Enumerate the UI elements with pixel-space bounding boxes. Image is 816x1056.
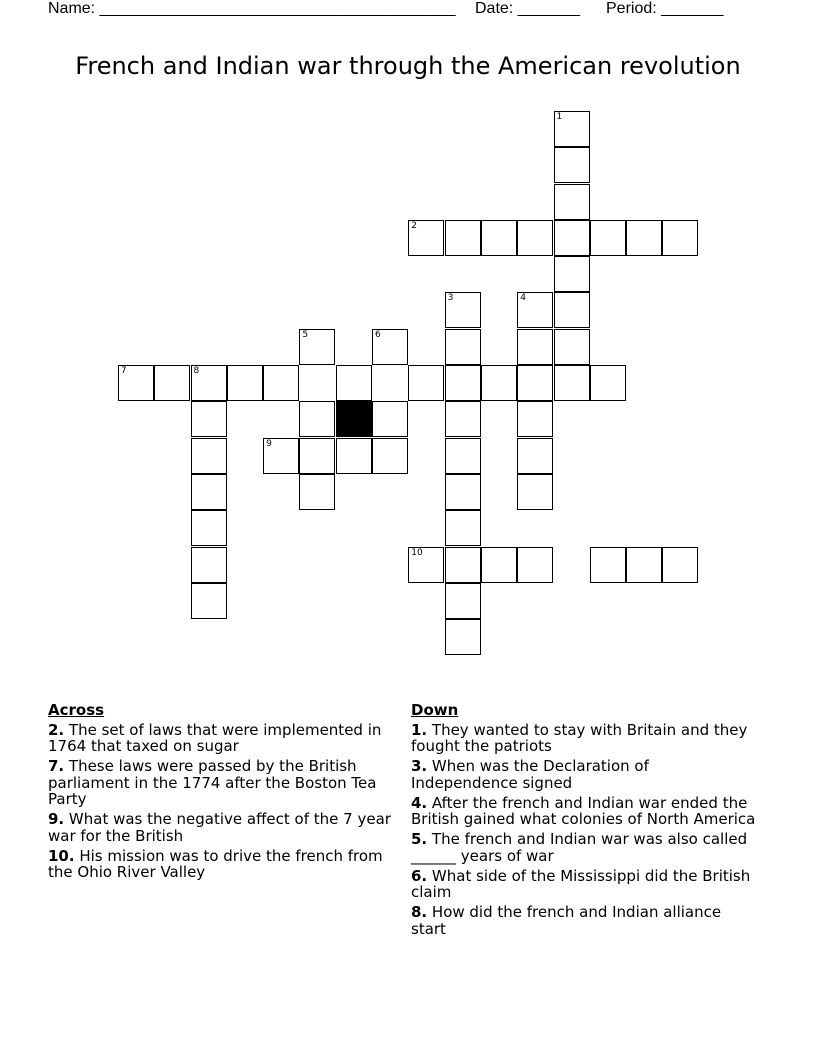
date-field: Date: _______ [475,0,580,17]
name-field: Name: ________________________________________ [48,0,456,17]
clue-text: After the french and Indian war ended the British gained what colonies of North America [411,793,756,828]
grid-cell[interactable] [626,220,662,256]
clue-text: They wanted to stay with Britain and they fought the patriots [411,720,748,755]
clue-number: 7 [120,366,127,376]
grid-cell[interactable] [554,292,590,328]
clue-number: 8 [193,366,200,376]
grid-cell[interactable] [154,365,190,401]
grid-cell[interactable] [554,329,590,365]
period-field: Period: _______ [606,0,724,17]
clue-text: His mission was to drive the french from the Ohio River Valley [48,846,383,881]
clue-number-label: 4. [411,793,428,812]
grid-cell[interactable] [445,619,481,655]
grid-cell[interactable] [299,438,335,474]
clue-number: 2 [411,220,418,231]
grid-cell[interactable] [372,329,408,365]
clue-number: 3 [447,293,454,304]
clue-item [48,811,393,844]
grid-cell[interactable] [445,547,481,583]
grid-cell[interactable] [299,401,335,437]
clue-number-label: 3. [411,757,428,775]
grid-cell[interactable] [372,401,408,437]
grid-cell[interactable] [191,474,227,510]
clue-number: 6 [375,329,381,340]
grid-cell[interactable] [554,111,590,147]
clue-item [411,758,756,791]
grid-cell[interactable] [554,184,590,220]
grid-cell[interactable] [590,365,626,401]
grid-cell[interactable] [299,329,335,365]
grid-cell[interactable] [626,547,662,583]
grid-cell[interactable] [445,401,481,437]
clue-number-label: 5. [411,830,428,848]
grid-cell[interactable] [445,329,481,365]
grid-cell[interactable] [517,220,553,256]
grid-cell[interactable] [590,547,626,583]
grid-cell[interactable] [554,220,590,256]
clue-item [411,831,756,864]
clue-item [48,848,393,881]
clue-number-label: 10. [48,846,75,865]
grid-cell[interactable] [336,365,372,401]
clue-number-label: 9. [48,810,65,828]
clue-item [48,722,393,755]
grid-cell[interactable] [191,365,227,401]
grid-cell[interactable] [408,547,444,583]
grid-cell[interactable] [517,329,553,365]
clue-text: What was the negative affect of the 7 year war for the British [48,810,391,845]
clue-text: The set of laws that were implemented in 1764 that taxed on sugar [48,720,382,755]
clue-text: How did the french and Indian alliance start [411,903,722,938]
grid-cell[interactable] [590,220,626,256]
grid-cell[interactable] [517,547,553,583]
grid-cell[interactable] [191,547,227,583]
clue-text: When was the Declaration of Independence signed [411,757,649,792]
clue-item [411,795,756,828]
grid-cell[interactable] [481,220,517,256]
clue-number: 5 [302,329,309,340]
grid-cell[interactable] [517,365,553,401]
grid-cell[interactable] [227,365,263,401]
grid-cell[interactable] [517,401,553,437]
grid-cell[interactable] [191,401,227,437]
grid-cell[interactable] [191,583,227,619]
grid-cell[interactable] [445,510,481,546]
grid-cell[interactable] [445,365,481,401]
across-heading: Across [48,701,105,719]
clue-number-label: 6. [411,866,428,885]
down-heading: Down [411,701,459,719]
grid-cell[interactable] [662,547,698,583]
clue-number-label: 7. [48,757,65,775]
clue-number: 1 [556,111,563,122]
grid-cell[interactable] [191,438,227,474]
clue-text: These laws were passed by the British parliament in the 1774 after the Boston Tea Party [48,757,377,808]
clue-number-label: 2. [48,720,65,739]
black-square [336,401,372,437]
grid-cell[interactable] [191,510,227,546]
grid-cell[interactable] [372,438,408,474]
grid-cell[interactable] [445,583,481,619]
clue-item [411,868,756,901]
grid-cell[interactable] [263,438,299,474]
grid-cell[interactable] [662,220,698,256]
clue-number: 4 [520,293,526,304]
clue-item [48,758,393,808]
clue-number: 9 [266,438,272,449]
grid-cell[interactable] [445,474,481,510]
grid-cell[interactable] [481,365,517,401]
clue-item [411,904,756,937]
clue-text: The french and Indian war was also called ______ years of war [411,830,748,865]
clue-item [411,722,756,755]
grid-cell[interactable] [263,365,299,401]
grid-cell[interactable] [481,547,517,583]
grid-cell[interactable] [408,220,444,256]
grid-cell[interactable] [445,220,481,256]
clue-number: 10 [411,547,423,558]
clue-number-label: 8. [411,903,428,921]
across-clues [48,702,393,884]
grid-cell[interactable] [517,474,553,510]
grid-cell[interactable] [408,365,444,401]
page-title: French and Indian war through the American revolution [75,52,741,80]
grid-cell[interactable] [445,292,481,328]
grid-cell[interactable] [118,365,154,401]
grid-cell[interactable] [299,474,335,510]
grid-cell[interactable] [554,365,590,401]
grid-cell[interactable] [517,292,553,328]
grid-cell[interactable] [554,256,590,292]
grid-cell[interactable] [554,147,590,183]
grid-cell[interactable] [517,438,553,474]
clue-number-label: 1. [411,720,428,739]
down-clues [411,702,756,941]
grid-cell[interactable] [445,438,481,474]
grid-cell[interactable] [336,438,372,474]
clue-text: What side of the Mississippi did the British claim [411,866,751,901]
